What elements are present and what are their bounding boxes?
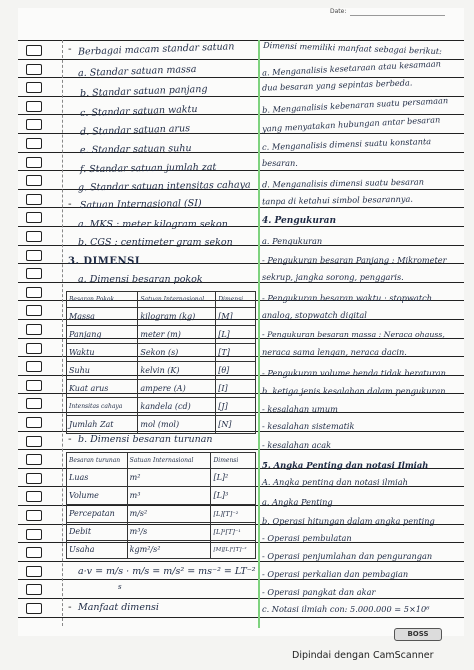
right-text: b. ketiga jenis kesalahan dalam pengukuran	[262, 386, 446, 396]
table-header-row	[67, 453, 256, 469]
table-cell: m/s²	[127, 505, 211, 523]
checkbox[interactable]	[26, 194, 42, 205]
checkbox[interactable]	[26, 268, 42, 279]
right-text: a. Pengukuran	[262, 236, 323, 246]
bullet-dash: -	[68, 44, 72, 55]
table-header: Dimensi	[211, 453, 256, 469]
table-row	[67, 487, 256, 505]
right-text: neraca sama lengan, neraca dacin.	[262, 347, 407, 357]
right-text: b. Menganalisis kebenaran suatu persamaan	[261, 95, 449, 115]
table-cell: kelvin (K)	[138, 362, 216, 380]
right-text: - Pengukuran besaran massa : Neraca ohauss,	[262, 330, 445, 339]
right-heading-pengukuran: 4. Pengukuran	[262, 216, 337, 226]
table-cell: Intensitas cahaya	[67, 398, 138, 416]
table-cell: Sekon (s)	[138, 344, 216, 362]
right-text: - Operasi pangkat dan akar	[262, 587, 376, 597]
table-cell: [L][T]⁻²	[211, 505, 256, 523]
checkbox[interactable]	[26, 510, 42, 521]
table-row	[67, 326, 256, 344]
right-text: - kesalahan umum	[262, 404, 338, 414]
bullet-dash: -	[68, 199, 72, 210]
date-label: Date:	[330, 8, 347, 15]
table-cell: [J]	[216, 398, 256, 416]
checkbox[interactable]	[26, 64, 42, 75]
column-divider	[258, 40, 260, 628]
table-cell: Volume	[67, 487, 128, 505]
table-header: Besaran Pokok	[67, 292, 138, 308]
checkbox[interactable]	[26, 473, 42, 484]
checkbox[interactable]	[26, 454, 42, 465]
table-cell: [L]	[216, 326, 256, 344]
left-formula-denominator: s	[118, 583, 122, 591]
table-cell: [L]³	[211, 487, 256, 505]
checkbox[interactable]	[26, 82, 42, 93]
checkbox[interactable]	[26, 603, 42, 614]
table-row	[67, 362, 256, 380]
right-text: besaran.	[262, 158, 298, 168]
table-cell: [I]	[216, 380, 256, 398]
table-cell: mol (mol)	[138, 416, 216, 434]
table-row	[67, 523, 256, 541]
date-line	[350, 15, 445, 16]
right-text: - Pengukuran besaran waktu : stopwatch	[262, 293, 432, 303]
checkbox[interactable]	[26, 491, 42, 502]
right-text: A. Angka penting dan notasi ilmiah	[262, 477, 408, 487]
table-besaran-pokok	[66, 291, 256, 434]
right-text: tanpa di ketahui simbol besarannya.	[261, 193, 414, 207]
table-cell: m²	[127, 469, 211, 487]
table-row	[67, 469, 256, 487]
right-text: - Pengukuran besaran Panjang : Mikrometer	[262, 255, 447, 265]
table-cell: kandela (cd)	[138, 398, 216, 416]
table-cell: kgm²/s²	[127, 541, 211, 559]
table-cell: Suhu	[67, 362, 138, 380]
left-item: b. Dimensi besaran turunan	[78, 434, 213, 445]
checkbox[interactable]	[26, 157, 42, 168]
left-formula: a·v = m/s · m/s = m/s² = ms⁻² = LT⁻²	[78, 566, 256, 577]
table-header-row	[67, 292, 256, 308]
checkbox[interactable]	[26, 436, 42, 447]
right-text: sekrup, jangka sorong, penggaris.	[262, 272, 404, 282]
checkbox[interactable]	[26, 250, 42, 261]
right-text: a. Menganalisis kesetaraan atau kesamaan	[261, 58, 442, 78]
checkbox[interactable]	[26, 324, 42, 335]
ruled-line	[18, 579, 464, 598]
left-heading-si: Satuan Internasional (SI)	[79, 197, 202, 212]
checkbox[interactable]	[26, 380, 42, 391]
table-besaran-turunan	[66, 452, 256, 559]
table-row	[67, 541, 256, 559]
checkbox[interactable]	[26, 361, 42, 372]
left-item: b. CGS : centimeter gram sekon	[78, 237, 233, 248]
table-row	[67, 416, 256, 434]
right-text: analog, stopwatch digital	[262, 310, 367, 320]
checkbox[interactable]	[26, 417, 42, 428]
right-text: Dimensi memiliki manfaat sebagai berikut:	[262, 39, 443, 57]
table-cell: Percepatan	[67, 505, 128, 523]
table-cell: [N]	[216, 416, 256, 434]
table-row	[67, 308, 256, 326]
left-item: a. MKS : meter kilogram sekon	[78, 219, 228, 230]
table-cell: m³/s	[127, 523, 211, 541]
bullet-dash: -	[68, 434, 72, 445]
checkbox[interactable]	[26, 584, 42, 595]
checkbox[interactable]	[26, 343, 42, 354]
table-cell: Luas	[67, 469, 128, 487]
bullet-dash: -	[68, 602, 72, 613]
right-text: - Operasi pembulatan	[262, 533, 352, 543]
scanner-watermark: Dipindai dengan CamScanner	[292, 650, 434, 661]
checkbox[interactable]	[26, 138, 42, 149]
right-text: b. Operasi hitungan dalam angka penting	[262, 516, 435, 526]
table-cell: Debit	[67, 523, 128, 541]
checkbox[interactable]	[26, 398, 42, 409]
left-item: b. Standar satuan panjang	[79, 83, 208, 100]
table-cell: Massa	[67, 308, 138, 326]
checkbox[interactable]	[26, 529, 42, 540]
table-header: Dimensi	[216, 292, 256, 308]
right-text: - Operasi perkalian dan pembagian	[262, 569, 409, 579]
right-text: - kesalahan sistematik	[262, 421, 355, 431]
brand-logo: BOSS	[394, 628, 442, 641]
left-item: Manfaat dimensi	[78, 602, 159, 613]
right-text: c. Menganalisis dimensi suatu konstanta	[261, 136, 432, 152]
checkbox[interactable]	[26, 231, 42, 242]
table-row	[67, 380, 256, 398]
table-cell: Jumlah Zat	[67, 416, 138, 434]
left-heading-dimensi: 3. DIMENSI	[68, 256, 141, 267]
right-heading-angka-penting: 5. Angka Penting dan notasi Ilmiah	[262, 460, 429, 470]
table-cell: Panjang	[67, 326, 138, 344]
right-text: - kesalahan acak	[262, 440, 332, 450]
table-header: Satuan Internasional	[127, 453, 211, 469]
table-cell: [L]³[T]⁻¹	[211, 523, 256, 541]
table-header: Besaran turunan	[67, 453, 128, 469]
table-cell: ampere (A)	[138, 380, 216, 398]
table-cell: [L]²	[211, 469, 256, 487]
table-cell: [M]	[216, 308, 256, 326]
right-text: - Operasi penjumlahan dan pengurangan	[262, 551, 433, 561]
right-text: c. Notasi ilmiah con: 5.000.000 = 5×10⁶	[262, 604, 430, 614]
checkbox[interactable]	[26, 547, 42, 558]
table-row	[67, 505, 256, 523]
left-item: a. Standar satuan massa	[77, 63, 197, 80]
checkbox[interactable]	[26, 119, 42, 130]
table-cell: m³	[127, 487, 211, 505]
left-item: a. Dimensi besaran pokok	[78, 274, 203, 285]
left-item: f. Standar satuan jumlah zat	[79, 161, 217, 176]
table-cell: Kuat arus	[67, 380, 138, 398]
left-item: c. Standar satuan waktu	[79, 103, 198, 120]
checkbox[interactable]	[26, 566, 42, 577]
table-header: Satuan Internasional	[138, 292, 216, 308]
table-cell: [T]	[216, 344, 256, 362]
table-row	[67, 344, 256, 362]
checkbox[interactable]	[26, 287, 42, 298]
left-heading-standar: Berbagai macam standar satuan	[77, 41, 235, 58]
checkbox[interactable]	[26, 305, 42, 316]
right-text: dua besaran yang sepintas berbeda.	[261, 77, 413, 93]
table-row	[67, 398, 256, 416]
margin-line	[62, 40, 63, 626]
table-cell: [M][L]²[T]⁻²	[211, 541, 256, 559]
checkbox[interactable]	[26, 175, 42, 186]
right-text: - Pengukuran volume benda tidak beraturan	[262, 368, 446, 378]
table-cell: meter (m)	[138, 326, 216, 344]
left-item: g. Standar satuan intensitas cahaya	[77, 179, 251, 194]
table-cell: kilogram (kg)	[138, 308, 216, 326]
table-cell: Usaha	[67, 541, 128, 559]
checkbox[interactable]	[26, 101, 42, 112]
table-cell: Waktu	[67, 344, 138, 362]
right-text: d. Menganalisis dimensi suatu besaran	[261, 176, 425, 190]
table-cell: [θ]	[216, 362, 256, 380]
left-item: e. Standar satuan suhu	[79, 143, 192, 156]
right-text: yang menyatakan hubungan antar besaran	[261, 114, 441, 134]
checkbox[interactable]	[26, 45, 42, 56]
right-text: a. Angka Penting	[262, 497, 333, 507]
left-item: d. Standar satuan arus	[79, 123, 191, 138]
checkbox[interactable]	[26, 212, 42, 223]
